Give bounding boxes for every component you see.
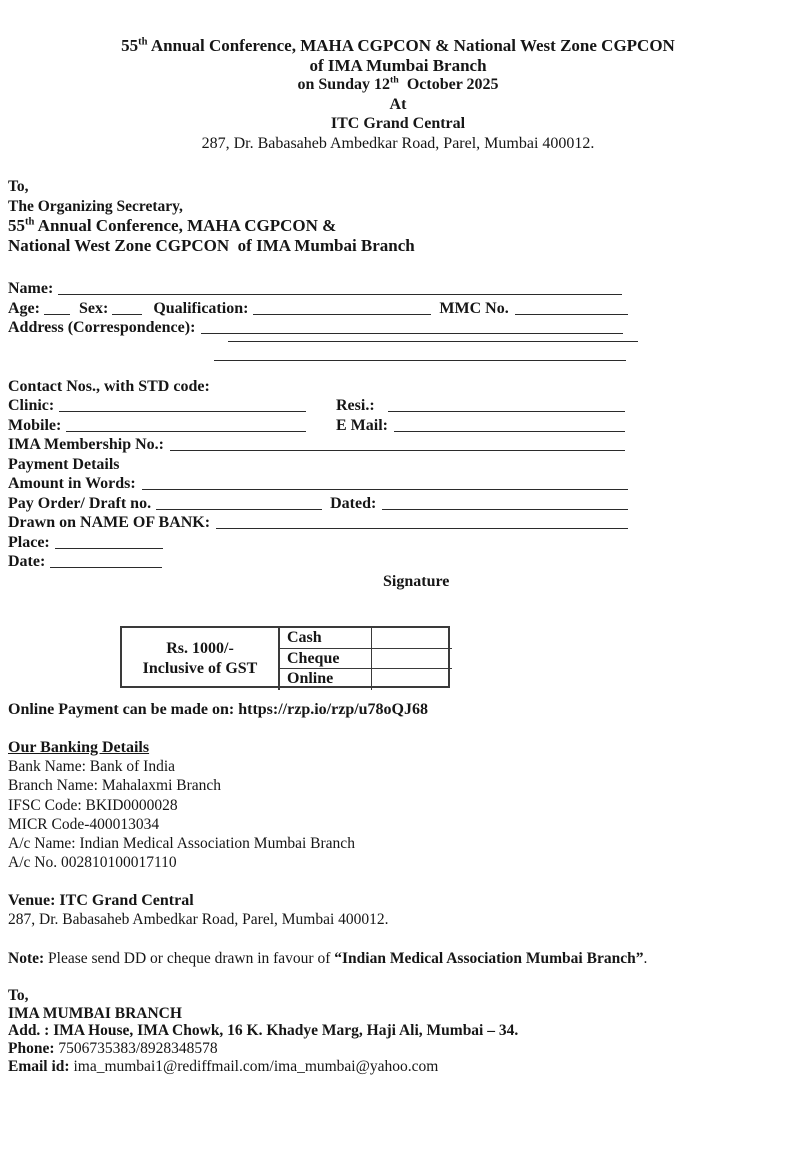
addressee-to: To, (8, 178, 29, 195)
dated-blank-line (382, 508, 628, 510)
sex-label: Sex: (78, 299, 109, 317)
signature-label: Signature (383, 572, 450, 590)
ifsc-code-line: IFSC Code: BKID0000028 (8, 796, 178, 814)
place-blank-line (55, 547, 163, 549)
address-blank-line-2 (228, 340, 638, 342)
mobile-email-row (8, 416, 625, 436)
payment-details-row (8, 455, 800, 475)
fee-cheque-blank-cell (372, 649, 452, 670)
note-payee-name: “Indian Medical Association Mumbai Branch” (334, 949, 644, 967)
address-row (8, 318, 623, 338)
dated-label: Dated: (330, 494, 377, 512)
email-label: E Mail: (336, 416, 388, 434)
addressee-conference-number: 55 (8, 216, 25, 235)
footer-block (8, 987, 800, 1075)
email-field (336, 416, 625, 436)
bank-name-blank-line (216, 527, 628, 529)
mmc-no-label: MMC No. (439, 299, 509, 317)
address-continuation-row-1 (8, 338, 800, 358)
conference-title-number: 55 (121, 36, 139, 55)
addressee-block (8, 177, 800, 255)
note-suffix: . (643, 949, 648, 967)
amount-blank-line (142, 488, 628, 490)
name-row (8, 279, 622, 299)
branch-name-line: Branch Name: Mahalaxmi Branch (8, 777, 222, 795)
date-blank-line (50, 566, 162, 568)
date-row (8, 552, 800, 572)
sex-blank-line (112, 313, 142, 315)
drawn-on-bank-label: Drawn on NAME OF BANK: (8, 514, 211, 531)
conference-title (8, 36, 788, 56)
address-continuation-row-2 (8, 357, 800, 377)
mobile-blank-line (66, 430, 306, 432)
account-name-line: A/c Name: Indian Medical Association Mumbai Branch (8, 835, 355, 853)
conference-date-prefix: on Sunday 12 (297, 76, 390, 93)
document-header (8, 36, 788, 153)
resi-blank-line (388, 410, 625, 412)
account-number-line: A/c No. 002810100017110 (8, 854, 177, 872)
ima-membership-label: IMA Membership No.: (8, 436, 164, 453)
fee-amount: Rs. 1000/- (166, 639, 234, 657)
micr-code-line: MICR Code-400013034 (8, 815, 160, 833)
online-payment-line (8, 700, 800, 720)
place-row (8, 533, 800, 553)
venue-name-header: ITC Grand Central (330, 115, 466, 132)
footer-email-line (8, 1058, 800, 1076)
pay-order-blank-line (156, 508, 322, 510)
clinic-field (8, 396, 306, 416)
fee-method-cheque: Cheque (280, 649, 372, 670)
addressee-secretary: The Organizing Secretary, (8, 197, 183, 215)
footer-phone-label: Phone: (8, 1040, 59, 1058)
fee-method-online: Online (280, 669, 372, 690)
bank-name-line: Bank Name: Bank of India (8, 758, 176, 775)
amount-in-words-row (8, 474, 628, 494)
venue-address-header: 287, Dr. Babasaheb Ambedkar Road, Parel, Mumbai 400012. (201, 134, 595, 152)
contact-heading-label: Contact Nos., with STD code: (8, 377, 210, 395)
address-label: Address (Correspondence): (8, 319, 196, 336)
age-blank-line (44, 313, 70, 315)
footer-email-label: Email id: (8, 1057, 74, 1075)
ima-membership-row (8, 435, 625, 455)
note-text: Please send DD or cheque drawn in favour of (44, 949, 335, 967)
note-label: Note: (8, 949, 45, 967)
age-sex-qualification-row (8, 299, 628, 319)
fee-method-cash: Cash (280, 628, 372, 649)
fee-cash-blank-cell (372, 628, 452, 649)
pay-order-label: Pay Order/ Draft no. (8, 494, 152, 512)
qualification-label: Qualification: (153, 299, 249, 317)
online-payment-label: Online Payment can be made on: (8, 701, 239, 718)
conference-title-ordinal: th (138, 36, 148, 48)
contact-heading-row (8, 377, 800, 397)
fee-amount-cell (122, 628, 280, 690)
fee-online-blank-cell (372, 669, 452, 690)
at-label: At (389, 95, 407, 113)
ima-membership-blank-line (170, 449, 625, 451)
venue-block (8, 891, 800, 930)
conference-title-text: Annual Conference, MAHA CGPCON & National West Zone CGPCON (147, 36, 675, 55)
clinic-blank-line (59, 410, 306, 412)
payment-details-label: Payment Details (8, 455, 120, 473)
banking-details-heading: Our Banking Details (8, 738, 150, 756)
fee-gst-note: Inclusive of GST (142, 659, 258, 677)
mobile-field (8, 416, 306, 436)
clinic-resi-row (8, 396, 625, 416)
online-payment-url: https://rzp.io/rzp/u78oQJ68 (238, 701, 428, 718)
mmc-no-blank-line (515, 313, 628, 315)
age-label: Age: (8, 299, 40, 317)
conference-date-ordinal: th (390, 74, 399, 86)
resi-field (336, 396, 625, 416)
venue-address: 287, Dr. Babasaheb Ambedkar Road, Parel, Mumbai 400012. (8, 911, 389, 929)
conference-date-rest: October 2025 (398, 76, 499, 93)
address-blank-line-3 (214, 359, 626, 361)
resi-label: Resi.: (336, 397, 375, 414)
addressee-conference-text: Annual Conference, MAHA CGPCON & (34, 216, 337, 235)
venue-title: Venue: ITC Grand Central (8, 891, 194, 909)
addressee-conference-line1 (8, 216, 800, 236)
mobile-label: Mobile: (8, 416, 62, 434)
fee-table (120, 626, 450, 688)
name-label: Name: (8, 280, 54, 297)
qualification-blank-line (253, 313, 431, 315)
name-blank-line (58, 293, 622, 295)
footer-address: Add. : IMA House, IMA Chowk, 16 K. Khadye Marg, Haji Ali, Mumbai – 34. (8, 1022, 519, 1040)
clinic-label: Clinic: (8, 397, 55, 414)
amount-in-words-label: Amount in Words: (8, 475, 136, 492)
conference-subtitle: of IMA Mumbai Branch (309, 55, 487, 75)
place-label: Place: (8, 533, 50, 551)
pay-order-row (8, 494, 628, 514)
conference-date (8, 75, 788, 95)
footer-to: To, (8, 987, 29, 1005)
note-line (8, 949, 800, 969)
footer-organization: IMA MUMBAI BRANCH (8, 1004, 182, 1022)
drawn-on-bank-row (8, 513, 628, 533)
date-label: Date: (8, 553, 46, 570)
footer-phone-value: 7506735383/8928348578 (58, 1040, 218, 1058)
addressee-conference-ordinal: th (25, 216, 35, 228)
footer-phone-line (8, 1040, 800, 1058)
address-blank-line-1 (201, 332, 623, 334)
email-blank-line (394, 430, 625, 432)
footer-email-value: ima_mumbai1@rediffmail.com/ima_mumbai@yahoo.com (73, 1057, 439, 1075)
banking-details-block (8, 738, 800, 873)
addressee-conference-line2: National West Zone CGPCON of IMA Mumbai Branch (8, 235, 415, 255)
registration-form-fields (8, 279, 800, 591)
